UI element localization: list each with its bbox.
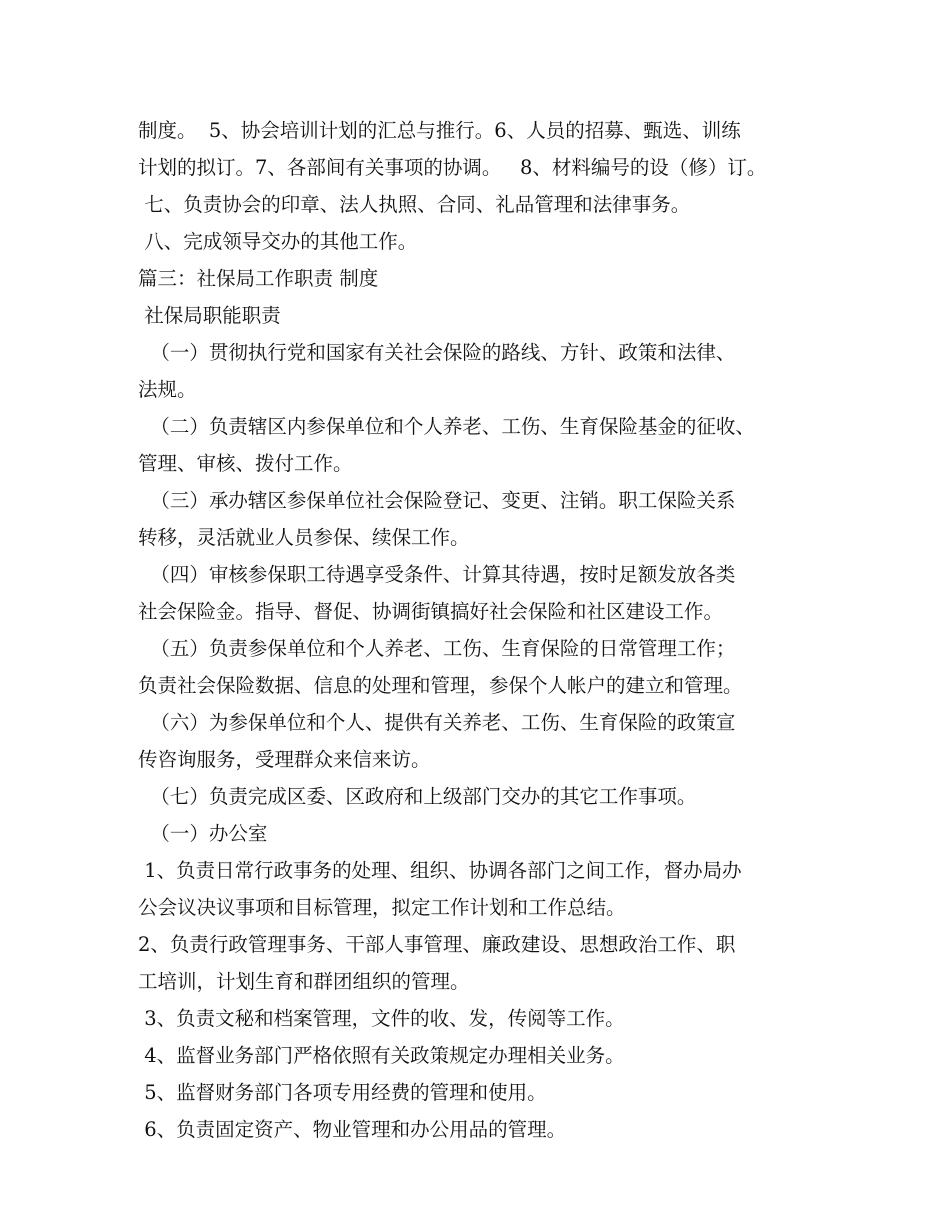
- text-line: 转移，灵活就业人员参保、续保工作。: [138, 526, 470, 549]
- text-line: 社会保险金。指导、督促、协调街镇搞好社会保险和社区建设工作。: [138, 600, 724, 623]
- text-line: 计划的拟订。7、各部间有关事项的协调。 8、材料编号的设（修）订。: [138, 156, 767, 179]
- text-line: （二）负责辖区内参保单位和个人养老、工伤、生育保险基金的征收、: [138, 415, 755, 438]
- text-line: 6、负责固定资产、物业管理和办公用品的管理。: [138, 1118, 567, 1141]
- text-line: （五）负责参保单位和个人养老、工伤、生育保险的日常管理工作；: [138, 637, 736, 660]
- text-line: （四）审核参保职工待遇享受条件、计算其待遇，按时足额发放各类: [138, 563, 736, 586]
- text-line: 4、监督业务部门严格依照有关政策规定办理相关业务。: [138, 1044, 625, 1067]
- document-body: [138, 112, 838, 1148]
- text-line: 2、负责行政管理事务、干部人事管理、廉政建设、思想政治工作、职: [138, 933, 736, 956]
- text-line: 制度。 5、协会培训计划的汇总与推行。6、人员的招募、甄选、训练: [138, 119, 741, 142]
- text-line: （七）负责完成区委、区政府和上级部门交办的其它工作事项。: [138, 785, 697, 808]
- text-line: 法规。: [138, 378, 197, 401]
- subsection-heading: 社保局职能职责: [138, 304, 281, 327]
- text-line: 5、监督财务部门各项专用经费的管理和使用。: [138, 1081, 547, 1104]
- text-line: 1、负责日常行政事务的处理、组织、协调各部门之间工作，督办局办: [138, 859, 742, 882]
- text-line: 3、负责文秘和档案管理，文件的收、发，传阅等工作。: [138, 1007, 625, 1030]
- text-line: 负责社会保险数据、信息的处理和管理，参保个人帐户的建立和管理。: [138, 674, 743, 697]
- text-line: 工培训，计划生育和群团组织的管理。: [138, 970, 470, 993]
- subsection-heading: （一）办公室: [138, 822, 268, 845]
- text-line: （六）为参保单位和个人、提供有关养老、工伤、生育保险的政策宣: [138, 711, 736, 734]
- section-heading: 篇三：社保局工作职责 制度: [138, 267, 379, 290]
- text-line: 传咨询服务，受理群众来信来访。: [138, 748, 431, 771]
- text-line: （一）贯彻执行党和国家有关社会保险的路线、方针、政策和法律、: [138, 341, 736, 364]
- text-line: 七、负责协会的印章、法人执照、合同、礼品管理和法律事务。: [138, 193, 691, 216]
- text-line: （三）承办辖区参保单位社会保险登记、变更、注销。职工保险关系: [138, 489, 736, 512]
- text-line: 公会议决议事项和目标管理，拟定工作计划和工作总结。: [138, 896, 626, 919]
- text-line: 管理、审核、拨付工作。: [138, 452, 353, 475]
- text-line: 八、完成领导交办的其他工作。: [138, 230, 418, 253]
